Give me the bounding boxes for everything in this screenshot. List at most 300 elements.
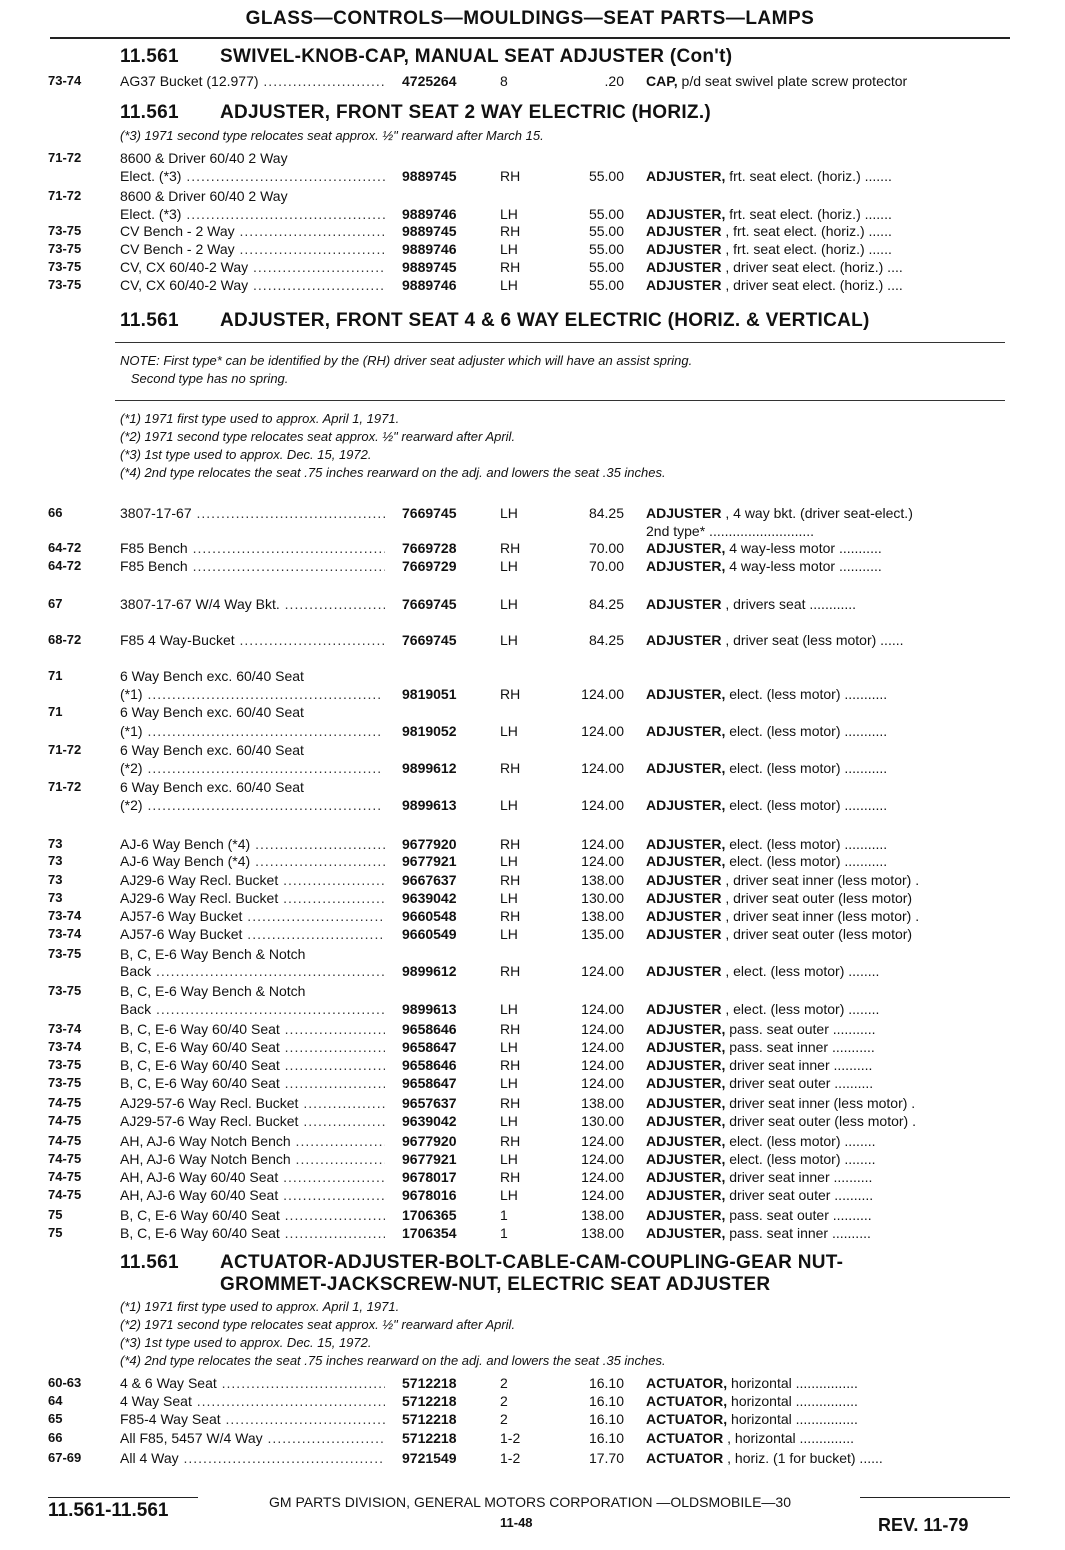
part-row	[0, 505, 1065, 524]
quantity-side: RH	[500, 686, 521, 702]
part-description	[646, 596, 1011, 612]
part-detail: , horiz. (1 for bucket) ......	[723, 1450, 883, 1466]
quantity-side: LH	[500, 1001, 518, 1017]
part-row	[0, 760, 1065, 779]
model-description: B, C, E-6 Way 60/40 Seat .....	[120, 1207, 385, 1223]
part-row	[0, 926, 1065, 945]
price: 17.70	[588, 1450, 624, 1466]
part-row	[0, 223, 1065, 242]
price: 138.00	[581, 908, 624, 924]
quantity-side: 1-2	[500, 1430, 521, 1446]
part-description	[646, 686, 1011, 702]
model-description: 8600 & Driver 60/40 2 Way	[120, 188, 288, 204]
part-row	[0, 150, 1065, 169]
part-row	[0, 259, 1065, 278]
part-number: 9899613	[402, 797, 457, 813]
price: 124.00	[581, 1021, 624, 1037]
footnote-block: (*1) 1971 first type used to approx. April 1, 1971. (*2) 1971 second type relocates seat approx. ½" rearward after April. (*3) 1st type used to approx. Dec. 15, 1972. (*4) 2nd type relocates the seat .75 inches rearward on the adj. and lowers the seat .35 inches.	[120, 1299, 666, 1368]
part-description	[646, 632, 1011, 648]
divider	[115, 342, 1005, 343]
part-number: 7669729	[402, 558, 457, 574]
part-detail: , elect. (less motor) ........	[721, 963, 880, 979]
price: 124.00	[581, 760, 624, 776]
part-number: 9639042	[402, 1113, 457, 1129]
part-name: ADJUSTER,	[646, 1169, 726, 1185]
model-description: B, C, E-6 Way Bench & Notch	[120, 946, 306, 962]
model-description: AJ29-6 Way Recl. Bucket .....	[120, 890, 385, 906]
model-years: 73-75	[48, 1075, 82, 1090]
model-years: 73	[48, 890, 63, 905]
model-years: 74-75	[48, 1151, 82, 1166]
model-description: AH, AJ-6 Way 60/40 Seat .....	[120, 1169, 385, 1185]
price: 16.10	[588, 1411, 624, 1427]
model-description: (*1) .....	[120, 723, 385, 739]
part-description	[646, 1151, 1011, 1167]
part-number: 9819051	[402, 686, 457, 702]
model-description: 6 Way Bench exc. 60/40 Seat	[120, 779, 304, 795]
quantity-side: RH	[500, 1057, 521, 1073]
part-detail: driver seat inner ..........	[725, 1169, 873, 1185]
part-description	[646, 872, 1011, 888]
part-row	[0, 668, 1065, 687]
part-detail: p/d seat swivel plate screw protector	[677, 73, 908, 89]
price: 124.00	[581, 1151, 624, 1167]
part-detail: elect. (less motor) ...........	[725, 797, 888, 813]
model-description: AJ29-57-6 Way Recl. Bucket .....	[120, 1113, 385, 1129]
part-description	[646, 963, 1011, 979]
model-description: CV Bench - 2 Way .....	[120, 223, 385, 239]
part-name: ADJUSTER,	[646, 836, 726, 852]
part-name: ADJUSTER,	[646, 206, 726, 222]
part-detail: frt. seat elect. (horiz.) .......	[725, 206, 892, 222]
model-years: 73-75	[48, 259, 82, 274]
model-description: AJ-6 Way Bench (*4) .....	[120, 836, 385, 852]
part-number: 4725264	[402, 73, 457, 89]
part-row	[0, 596, 1065, 615]
quantity-side: LH	[500, 723, 518, 739]
model-years: 73	[48, 872, 63, 887]
price: 124.00	[581, 1001, 624, 1017]
part-detail: , horizontal ..............	[723, 1430, 854, 1446]
divider	[115, 400, 1005, 401]
part-row	[0, 1039, 1065, 1058]
section-title: ADJUSTER, FRONT SEAT 2 WAY ELECTRIC (HORIZ.)	[220, 102, 712, 123]
part-number: 1706354	[402, 1225, 457, 1241]
model-description: (*1) .....	[120, 686, 385, 702]
model-description: AH, AJ-6 Way Notch Bench .....	[120, 1151, 385, 1167]
part-row	[0, 686, 1065, 705]
quantity-side: LH	[500, 632, 518, 648]
part-row	[0, 1095, 1065, 1114]
quantity-side: RH	[500, 168, 521, 184]
part-description	[646, 1021, 1011, 1037]
part-name: ADJUSTER,	[646, 1113, 726, 1129]
model-years: 73-75	[48, 983, 82, 998]
quantity-side: LH	[500, 797, 518, 813]
part-detail: elect. (less motor) ...........	[725, 853, 888, 869]
price: 70.00	[588, 558, 624, 574]
part-name: ACTUATOR,	[646, 1375, 728, 1391]
part-row	[0, 1001, 1065, 1020]
quantity-side: RH	[500, 872, 521, 888]
model-description: B, C, E-6 Way 60/40 Seat .....	[120, 1057, 385, 1073]
part-name: ADJUSTER	[646, 632, 722, 648]
part-description	[646, 223, 1011, 239]
model-description: AH, AJ-6 Way Notch Bench .....	[120, 1133, 385, 1149]
model-description: F85 Bench .....	[120, 540, 385, 556]
model-years: 66	[48, 1430, 63, 1445]
model-description: AH, AJ-6 Way 60/40 Seat .....	[120, 1187, 385, 1203]
price: 124.00	[581, 797, 624, 813]
part-description	[646, 168, 1011, 184]
model-years: 73-75	[48, 223, 82, 238]
part-detail: , driver seat elect. (horiz.) ....	[721, 259, 903, 275]
section-number: 11.561	[120, 102, 179, 123]
part-number: 9721549	[402, 1450, 457, 1466]
quantity-side: LH	[500, 1187, 518, 1203]
quantity-side: RH	[500, 963, 521, 979]
section-title: ACTUATOR-ADJUSTER-BOLT-CABLE-CAM-COUPLING-GEAR NUT-	[220, 1252, 844, 1273]
part-number: 7669745	[402, 632, 457, 648]
quantity-side: RH	[500, 908, 521, 924]
quantity-side: LH	[500, 853, 518, 869]
quantity-side: LH	[500, 890, 518, 906]
part-name: ADJUSTER,	[646, 1075, 726, 1091]
part-name: ADJUSTER,	[646, 1039, 726, 1055]
quantity-side: 2	[500, 1411, 508, 1427]
quantity-side: 2	[500, 1375, 508, 1391]
part-name: ADJUSTER	[646, 963, 722, 979]
model-description: AJ29-6 Way Recl. Bucket .....	[120, 872, 385, 888]
section-heading	[120, 102, 711, 124]
quantity-side: RH	[500, 1095, 521, 1111]
quantity-side: LH	[500, 505, 518, 521]
price: 55.00	[588, 223, 624, 239]
part-detail: driver seat inner (less motor) .	[725, 1095, 916, 1111]
footnote: (*3) 1971 second type relocates seat approx. ½" rearward after March 15.	[120, 128, 544, 143]
part-name: ADJUSTER,	[646, 1133, 726, 1149]
part-detail: pass. seat outer ...........	[725, 1021, 876, 1037]
price: 124.00	[581, 686, 624, 702]
model-description: AJ-6 Way Bench (*4) .....	[120, 853, 385, 869]
part-description	[646, 1207, 1011, 1223]
part-description	[646, 853, 1011, 869]
part-detail: , elect. (less motor) ........	[721, 1001, 880, 1017]
part-name: ACTUATOR,	[646, 1393, 728, 1409]
model-description: 6 Way Bench exc. 60/40 Seat	[120, 742, 304, 758]
part-name: ACTUATOR,	[646, 1411, 728, 1427]
model-description: B, C, E-6 Way Bench & Notch	[120, 983, 306, 999]
part-row	[0, 632, 1065, 651]
part-number: 9658646	[402, 1057, 457, 1073]
part-detail: pass. seat outer ..........	[725, 1207, 872, 1223]
model-description: All F85, 5457 W/4 Way .....	[120, 1430, 385, 1446]
model-description: 4 Way Seat .....	[120, 1393, 385, 1409]
model-years: 67-69	[48, 1450, 82, 1465]
part-number: 9658646	[402, 1021, 457, 1037]
model-years: 66	[48, 505, 63, 520]
quantity-side: 1	[500, 1225, 508, 1241]
part-description	[646, 836, 1011, 852]
model-description: AJ57-6 Way Bucket .....	[120, 908, 385, 924]
price: 16.10	[588, 1375, 624, 1391]
part-number: 5712218	[402, 1393, 457, 1409]
part-name: ACTUATOR	[646, 1430, 724, 1446]
part-row	[0, 1207, 1065, 1226]
part-name: ADJUSTER	[646, 1001, 722, 1017]
part-name: ADJUSTER	[646, 926, 722, 942]
price: 55.00	[588, 241, 624, 257]
price: 16.10	[588, 1430, 624, 1446]
part-name: ADJUSTER,	[646, 1021, 726, 1037]
quantity-side: RH	[500, 540, 521, 556]
part-detail: , driver seat outer (less motor)	[721, 926, 913, 942]
part-description	[646, 259, 1011, 275]
model-description: CV, CX 60/40-2 Way .....	[120, 277, 385, 293]
part-number: 9677920	[402, 1133, 457, 1149]
model-description: B, C, E-6 Way 60/40 Seat .....	[120, 1021, 385, 1037]
model-years: 68-72	[48, 632, 82, 647]
part-description	[646, 241, 1011, 257]
model-description: (*2) .....	[120, 797, 385, 813]
part-name: ADJUSTER,	[646, 723, 726, 739]
part-row	[0, 853, 1065, 872]
part-name: ADJUSTER,	[646, 540, 726, 556]
part-row	[0, 797, 1065, 816]
part-name: ADJUSTER,	[646, 760, 726, 776]
part-detail: driver seat outer ..........	[725, 1187, 874, 1203]
price: 70.00	[588, 540, 624, 556]
part-detail: pass. seat inner ..........	[725, 1225, 871, 1241]
part-number: 7669745	[402, 596, 457, 612]
price: 124.00	[581, 1057, 624, 1073]
part-description	[646, 1039, 1011, 1055]
part-detail: elect. (less motor) ...........	[725, 686, 888, 702]
model-years: 71-72	[48, 779, 82, 794]
price: 130.00	[581, 890, 624, 906]
part-number: 9639042	[402, 890, 457, 906]
section-heading	[120, 1252, 843, 1274]
part-description	[646, 73, 1011, 89]
model-description: All 4 Way .....	[120, 1450, 385, 1466]
part-name: ADJUSTER,	[646, 1207, 726, 1223]
revision-date: REV. 11-79	[878, 1515, 969, 1535]
part-row	[0, 558, 1065, 577]
part-row	[0, 1450, 1065, 1469]
section-number: 11.561	[120, 310, 179, 331]
part-number: 9657637	[402, 1095, 457, 1111]
part-number: 9889746	[402, 206, 457, 222]
model-description: B, C, E-6 Way 60/40 Seat .....	[120, 1039, 385, 1055]
part-row	[0, 963, 1065, 982]
model-years: 64-72	[48, 540, 82, 555]
model-years: 71	[48, 668, 63, 683]
section-heading	[120, 46, 732, 68]
part-number: 1706365	[402, 1207, 457, 1223]
part-row	[0, 241, 1065, 260]
part-detail: , driver seat (less motor) ......	[721, 632, 904, 648]
part-detail: frt. seat elect. (horiz.) .......	[725, 168, 892, 184]
model-description: CV, CX 60/40-2 Way .....	[120, 259, 385, 275]
part-description	[646, 760, 1011, 776]
part-number: 9899613	[402, 1001, 457, 1017]
model-years: 74-75	[48, 1095, 82, 1110]
quantity-side: RH	[500, 1133, 521, 1149]
part-detail: 4 way-less motor ...........	[725, 558, 882, 574]
part-detail: horizontal ................	[727, 1411, 858, 1427]
price: 124.00	[581, 1039, 624, 1055]
price: 124.00	[581, 1133, 624, 1149]
part-row	[0, 908, 1065, 927]
part-row	[0, 742, 1065, 761]
model-years: 73-75	[48, 277, 82, 292]
quantity-side: LH	[500, 241, 518, 257]
part-number: 9678017	[402, 1169, 457, 1185]
part-row	[0, 1430, 1065, 1449]
part-detail: elect. (less motor) ...........	[725, 760, 888, 776]
model-years: 64	[48, 1393, 63, 1408]
part-description	[646, 1450, 1011, 1466]
price: .20	[604, 73, 624, 89]
section-number: 11.561	[120, 1252, 179, 1273]
model-years: 74-75	[48, 1113, 82, 1128]
part-row	[0, 73, 1065, 92]
part-row	[0, 1151, 1065, 1170]
model-years: 73	[48, 853, 63, 868]
part-description	[646, 1095, 1011, 1111]
model-years: 64-72	[48, 558, 82, 573]
model-years: 73-74	[48, 926, 82, 941]
model-years: 71-72	[48, 150, 82, 165]
price: 138.00	[581, 1225, 624, 1241]
part-name: CAP,	[646, 73, 678, 89]
model-description: Elect. (*3) .....	[120, 206, 385, 222]
price: 130.00	[581, 1113, 624, 1129]
model-years: 73-74	[48, 908, 82, 923]
price: 16.10	[588, 1393, 624, 1409]
part-name: ADJUSTER,	[646, 1095, 726, 1111]
quantity-side: LH	[500, 596, 518, 612]
quantity-side: LH	[500, 558, 518, 574]
part-number: 9889745	[402, 168, 457, 184]
part-name: ADJUSTER	[646, 277, 722, 293]
part-description	[646, 797, 1011, 813]
part-name: ADJUSTER,	[646, 168, 726, 184]
part-number: 5712218	[402, 1411, 457, 1427]
model-description: AJ29-57-6 Way Recl. Bucket .....	[120, 1095, 385, 1111]
part-row	[0, 1021, 1065, 1040]
model-years: 73-75	[48, 1057, 82, 1072]
model-description: B, C, E-6 Way 60/40 Seat .....	[120, 1075, 385, 1091]
price: 138.00	[581, 872, 624, 888]
part-name: ADJUSTER	[646, 259, 722, 275]
part-description	[646, 908, 1011, 924]
price: 124.00	[581, 836, 624, 852]
section-title: ADJUSTER, FRONT SEAT 4 & 6 WAY ELECTRIC (HORIZ. & VERTICAL)	[220, 310, 870, 331]
page-number: 11-48	[500, 1515, 533, 1530]
part-name: ADJUSTER	[646, 505, 722, 521]
price: 124.00	[581, 1187, 624, 1203]
price: 124.00	[581, 1169, 624, 1185]
part-description	[646, 1001, 1011, 1017]
part-description	[646, 890, 1011, 906]
model-years: 73-74	[48, 73, 82, 88]
model-years: 73-74	[48, 1021, 82, 1036]
part-description	[646, 1113, 1011, 1129]
part-row	[0, 704, 1065, 723]
model-years: 73	[48, 836, 63, 851]
part-detail: , driver seat inner (less motor) .	[721, 872, 920, 888]
price: 135.00	[581, 926, 624, 942]
part-detail: , frt. seat elect. (horiz.) ......	[721, 223, 892, 239]
price: 84.25	[588, 505, 624, 521]
part-detail: elect. (less motor) ...........	[725, 836, 888, 852]
part-row	[0, 1225, 1065, 1244]
price: 55.00	[588, 277, 624, 293]
quantity-side: RH	[500, 836, 521, 852]
quantity-side: 8	[500, 73, 508, 89]
part-row	[0, 188, 1065, 207]
part-number: 9677921	[402, 1151, 457, 1167]
part-detail: , frt. seat elect. (horiz.) ......	[721, 241, 892, 257]
price: 138.00	[581, 1207, 624, 1223]
price: 124.00	[581, 723, 624, 739]
part-row	[0, 540, 1065, 559]
part-number: 9677920	[402, 836, 457, 852]
part-number: 5712218	[402, 1430, 457, 1446]
part-number: 7669728	[402, 540, 457, 556]
model-description: AJ57-6 Way Bucket .....	[120, 926, 385, 942]
part-row	[0, 1187, 1065, 1206]
footer-rule-left	[48, 1497, 198, 1498]
part-row	[0, 890, 1065, 909]
section-number: 11.561	[120, 46, 179, 67]
model-description: B, C, E-6 Way 60/40 Seat .....	[120, 1225, 385, 1241]
part-description	[646, 1075, 1011, 1091]
part-row	[0, 1133, 1065, 1152]
quantity-side: RH	[500, 1169, 521, 1185]
model-years: 71-72	[48, 742, 82, 757]
footer-section-range: 11.561-11.561	[48, 1500, 169, 1521]
quantity-side: RH	[500, 760, 521, 776]
model-years: 65	[48, 1411, 63, 1426]
model-description: Elect. (*3) .....	[120, 168, 385, 184]
model-years: 75	[48, 1225, 63, 1240]
quantity-side: LH	[500, 1113, 518, 1129]
quantity-side: LH	[500, 926, 518, 942]
model-description: AG37 Bucket (12.977) .....	[120, 73, 385, 89]
part-row	[0, 872, 1065, 891]
quantity-side: 1	[500, 1207, 508, 1223]
model-description: F85-4 Way Seat .....	[120, 1411, 385, 1427]
footer-publisher: GM PARTS DIVISION, GENERAL MOTORS CORPORATION —OLDSMOBILE—30	[269, 1494, 791, 1510]
model-description: F85 4 Way-Bucket .....	[120, 632, 385, 648]
quantity-side: LH	[500, 277, 518, 293]
quantity-side: 1-2	[500, 1450, 521, 1466]
part-description	[646, 1057, 1011, 1073]
price: 55.00	[588, 259, 624, 275]
model-years: 67	[48, 596, 63, 611]
part-name: ADJUSTER	[646, 596, 722, 612]
quantity-side: LH	[500, 1151, 518, 1167]
part-detail: , 4 way bkt. (driver seat-elect.)	[721, 505, 913, 521]
part-detail: , driver seat inner (less motor) .	[721, 908, 920, 924]
section-heading	[120, 310, 870, 332]
note-block: NOTE: First type* can be identified by the (RH) driver seat adjuster which will have an assist spring. Second type has no spring.	[120, 353, 693, 386]
part-description	[646, 723, 1011, 739]
part-name: ADJUSTER,	[646, 1151, 726, 1167]
part-detail: , drivers seat ............	[721, 596, 857, 612]
